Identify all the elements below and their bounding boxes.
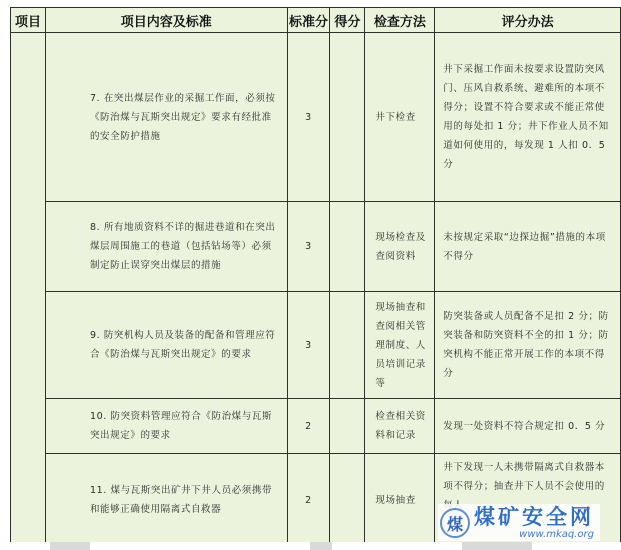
content-cell: 8. 所有地质资料不详的掘进巷道和在突出煤层周围施工的巷道（包括钻场等）必须制定防止误穿突出煤层的措施 bbox=[45, 202, 287, 292]
got-cell bbox=[330, 33, 365, 202]
table-header-row bbox=[11, 8, 621, 33]
watermark-url: www.mkaq.org bbox=[519, 529, 594, 540]
method-cell: 现场检查及查阅资料 bbox=[365, 202, 435, 292]
rule-cell: 井下发现一人未携带隔离式自救器本项不得分；抽查井下人员不会使用的 bbox=[435, 454, 621, 547]
header-item: 项目 bbox=[11, 8, 46, 33]
header-rule: 评分办法 bbox=[435, 8, 621, 33]
score-cell: 2 bbox=[287, 454, 330, 547]
watermark-text bbox=[474, 505, 594, 541]
table-row bbox=[11, 33, 621, 202]
score-cell: 3 bbox=[287, 202, 330, 292]
got-cell bbox=[330, 399, 365, 454]
score-cell: 2 bbox=[287, 399, 330, 454]
method-cell: 现场抽查 bbox=[365, 454, 435, 547]
cropped-fragment bbox=[310, 542, 332, 550]
site-logo-icon: 煤 bbox=[440, 508, 470, 538]
cropped-next-row bbox=[0, 542, 621, 550]
got-cell bbox=[330, 202, 365, 292]
content-cell: 11. 煤与瓦斯突出矿井下井人员必须携带和能够正确使用隔离式自救器 bbox=[45, 454, 287, 547]
rule-cell: 未按规定采取“边探边掘”措施的本项不得分 bbox=[435, 202, 621, 292]
got-cell bbox=[330, 292, 365, 399]
site-watermark bbox=[438, 504, 600, 541]
method-cell: 井下检查 bbox=[365, 33, 435, 202]
content-cell: 10. 防突资料管理应符合《防治煤与瓦斯突出规定》的要求 bbox=[45, 399, 287, 454]
table-row bbox=[11, 399, 621, 454]
item-cell bbox=[11, 33, 46, 547]
header-method: 检查方法 bbox=[365, 8, 435, 33]
method-cell: 现场抽查和查阅相关管理制度、人员培训记录等 bbox=[365, 292, 435, 399]
cropped-fragment bbox=[462, 542, 532, 550]
scoring-table bbox=[10, 7, 621, 547]
header-content: 项目内容及标准 bbox=[45, 8, 287, 33]
got-cell bbox=[330, 454, 365, 547]
header-got: 得分 bbox=[330, 8, 365, 33]
header-score: 标准分 bbox=[287, 8, 330, 33]
rule-cell: 井下采掘工作面未按要求设置防突风门、压风自救系统、避难所的本项不得分；设置不符合要求或不能正常使用的每处扣 1 分；井下作业人员不知道如何使用的，每发现 1 人扣 0．5 分 bbox=[435, 33, 621, 202]
score-cell: 3 bbox=[287, 33, 330, 202]
content-cell: 9. 防突机构人员及装备的配备和管理应符合《防治煤与瓦斯突出规定》的要求 bbox=[45, 292, 287, 399]
rule-cell: 发现一处资料不符合规定扣 0．5 分 bbox=[435, 399, 621, 454]
rule-cell: 防突装备或人员配备不足扣 2 分；防突装备和防突资料不全的扣 1 分；防突机构不能正常开展工作的本项不得分 bbox=[435, 292, 621, 399]
content-cell: 7. 在突出煤层作业的采掘工作面，必须按《防治煤与瓦斯突出规定》要求有经批准的安全防护措施 bbox=[45, 33, 287, 202]
score-cell: 3 bbox=[287, 292, 330, 399]
table-row bbox=[11, 292, 621, 399]
method-cell: 检查相关资料和记录 bbox=[365, 399, 435, 454]
watermark-name: 煤矿安全网 bbox=[474, 504, 594, 529]
table-row bbox=[11, 202, 621, 292]
cropped-fragment bbox=[50, 542, 90, 550]
